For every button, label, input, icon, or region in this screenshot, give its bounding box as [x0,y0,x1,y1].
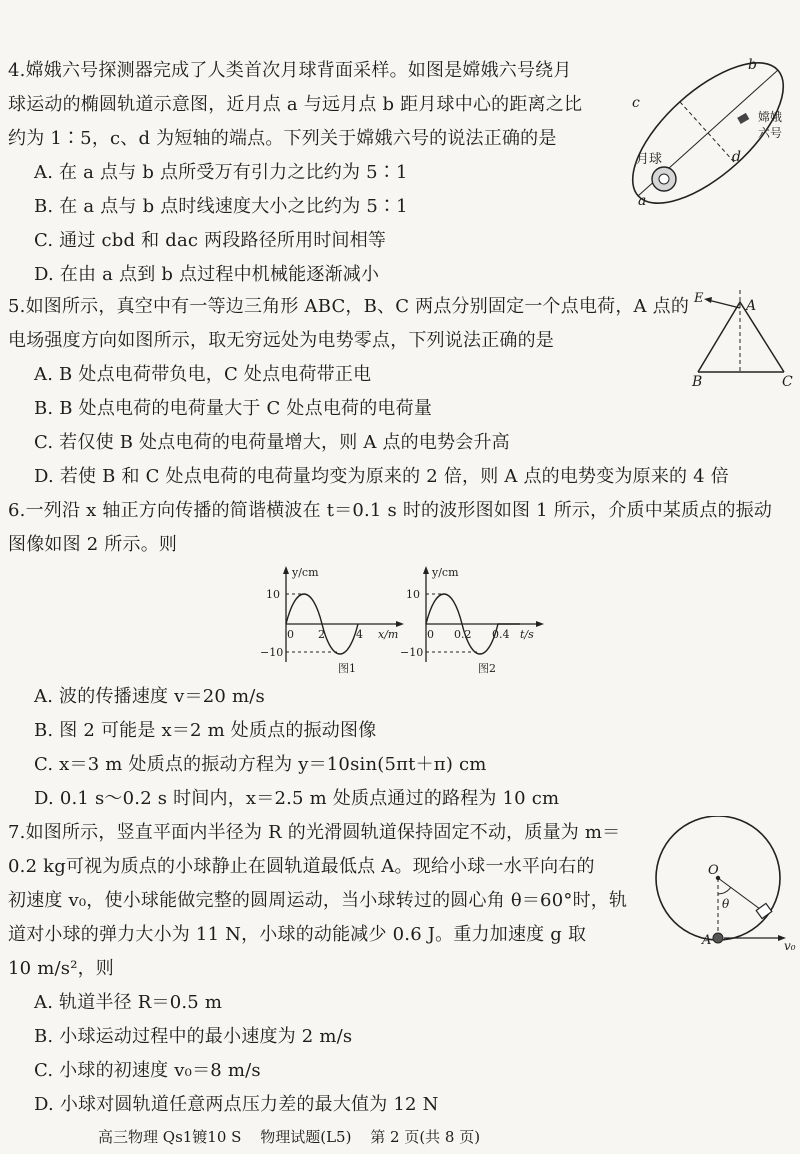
fig1-tick-minus-10: −10 [260,646,284,659]
fig2-caption: 图2 [478,662,496,674]
fig1-tick-10: 10 [266,588,280,601]
q7-label-v0: v₀ [784,939,796,952]
fig2-tick-10: 10 [406,588,420,601]
fig2-origin: 0 [427,628,434,641]
q5-stem-line-2: 电场强度方向如图所示，取无穷远处为电势零点，下列说法正确的是 [8,330,554,351]
footer-subject: 物理试题(L5) [260,1128,352,1146]
q4-label-a: a [638,193,647,209]
q6-wave-graph-fig1 [260,562,410,674]
q7-label-o: O [708,863,719,878]
q6-option-b: B. 图 2 可能是 x＝2 m 处质点的振动图像 [34,720,377,741]
q6-option-c: C. x＝3 m 处质点的振动方程为 y＝10sin(5πt＋π) cm [34,754,487,775]
q5-option-b: B. B 处点电荷的电荷量大于 C 处点电荷的电荷量 [34,398,433,419]
fig2-x-axis-label: t/s [520,628,534,641]
fig2-tick-0-4: 0.4 [492,628,510,641]
q7-label-theta: θ [722,897,730,911]
q4-stem-line-1: 4.嫦娥六号探测器完成了人类首次月球背面采样。如图是嫦娥六号绕月 [8,60,572,81]
q7-circle-track-figure [640,816,796,952]
q6-vibration-graph-fig2 [400,562,550,674]
q7-option-c: C. 小球的初速度 v₀＝8 m/s [34,1060,261,1081]
q4-label-moon: 月球 [636,152,663,167]
q4-label-b: b [748,57,757,73]
q4-stem-line-3: 约为 1∶5，c、d 为短轴的端点。下列关于嫦娥六号的说法正确的是 [8,128,557,149]
q7-stem-line-3: 初速度 v₀，使小球能做完整的圆周运动，当小球转过的圆心角 θ＝60°时，轨 [8,890,628,911]
q5-label-e: E [694,291,704,306]
q5-option-a: A. B 处点电荷带负电，C 处点电荷带正电 [34,364,372,385]
page-footer [98,1126,494,1147]
q7-stem-line-5: 10 m/s²，则 [8,958,115,979]
q5-triangle-figure [690,288,796,388]
footer-page-number: 第 2 页(共 8 页) [370,1128,481,1146]
q4-orbit-figure [622,55,794,215]
q4-label-d: d [732,149,741,165]
q4-option-d: D. 在由 a 点到 b 点过程中机械能逐渐减小 [34,264,380,285]
q4-label-probe-1: 嫦娥 [758,110,783,124]
q5-label-b: B [692,374,703,388]
q4-option-c: C. 通过 cbd 和 dac 两段路径所用时间相等 [34,230,387,251]
q6-stem-line-1: 6.一列沿 x 轴正方向传播的简谐横波在 t＝0.1 s 时的波形图如图 1 所示，介质中某质点的振动 [8,500,773,521]
fig1-origin: 0 [287,628,294,641]
q7-label-a: A [702,933,712,948]
fig2-tick-0-2: 0.2 [454,628,472,641]
q4-label-c: c [632,95,640,111]
q7-stem-line-1: 7.如图所示，竖直平面内半径为 R 的光滑圆轨道保持固定不动，质量为 m＝ [8,822,621,843]
q7-option-b: B. 小球运动过程中的最小速度为 2 m/s [34,1026,353,1047]
q7-option-d: D. 小球对圆轨道任意两点压力差的最大值为 12 N [34,1094,439,1115]
fig2-tick-minus-10: −10 [400,646,424,659]
q7-option-a: A. 轨道半径 R＝0.5 m [34,992,223,1013]
fig1-tick-2: 2 [318,628,325,641]
q6-stem-line-2: 图像如图 2 所示。则 [8,534,178,555]
q5-option-d: D. 若使 B 和 C 处点电荷的电荷量均变为原来的 2 倍，则 A 点的电势变为原来的 4 倍 [34,466,729,487]
footer-code: 高三物理 Qs1镀10 S [98,1128,242,1146]
fig1-x-axis-label: x/m [378,628,399,641]
fig2-y-axis-label: y/cm [432,566,459,579]
fig1-tick-4: 4 [356,628,363,641]
q7-stem-line-2: 0.2 kg可视为质点的小球静止在圆轨道最低点 A。现给小球一水平向右的 [8,856,595,877]
fig1-y-axis-label: y/cm [292,566,319,579]
q5-option-c: C. 若仅使 B 处点电荷的电荷量增大，则 A 点的电势会升高 [34,432,510,453]
q6-option-a: A. 波的传播速度 v＝20 m/s [34,686,265,707]
q7-stem-line-4: 道对小球的弹力大小为 11 N，小球的动能减少 0.6 J。重力加速度 g 取 [8,924,587,945]
q5-stem-line-1: 5.如图所示，真空中有一等边三角形 ABC，B、C 两点分别固定一个点电荷，A 点的 [8,296,690,317]
q6-option-d: D. 0.1 s～0.2 s 时间内，x＝2.5 m 处质点通过的路程为 10 cm [34,788,560,809]
q5-label-a: A [746,298,757,314]
q4-stem-line-2: 球运动的椭圆轨道示意图，近月点 a 与远月点 b 距月球中心的距离之比 [8,94,583,115]
fig1-caption: 图1 [338,662,356,674]
q4-option-b: B. 在 a 点与 b 点时线速度大小之比约为 5∶1 [34,196,408,217]
q4-label-probe-2: 六号 [758,126,783,140]
q4-option-a: A. 在 a 点与 b 点所受万有引力之比约为 5∶1 [34,162,408,183]
q5-label-c: C [782,374,793,388]
